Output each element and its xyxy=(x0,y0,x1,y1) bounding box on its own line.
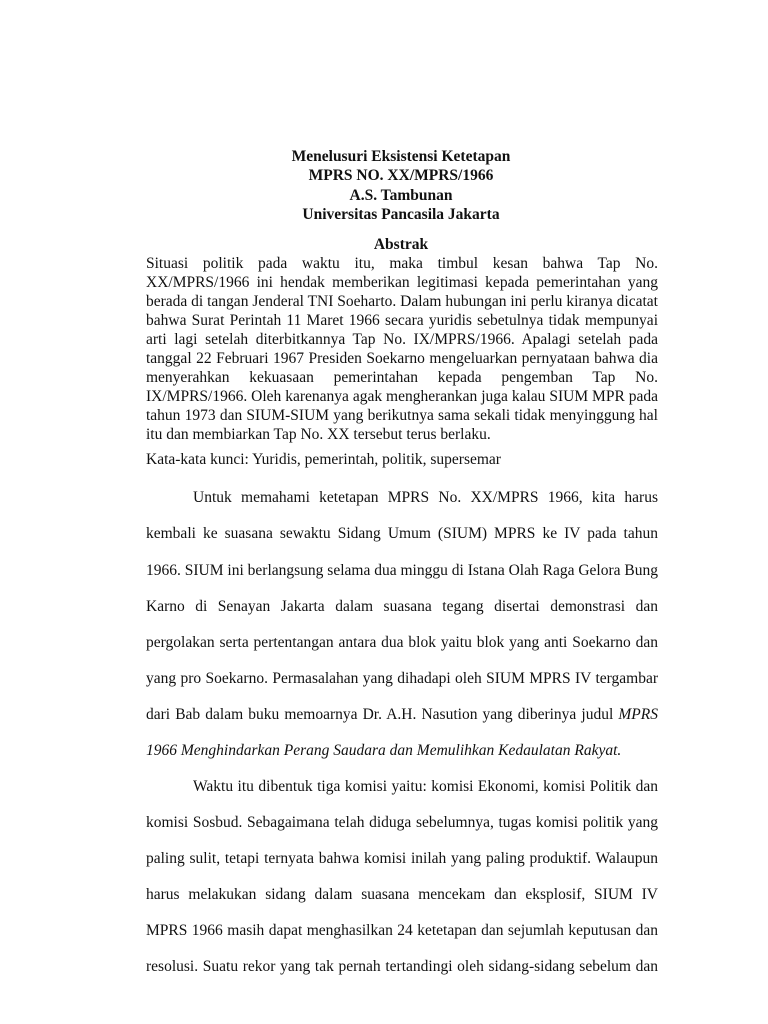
paragraph-line: paling sulit, tetapi ternyata bahwa komisi inilah yang paling produktif. Walaupun xyxy=(146,850,658,867)
paragraph-line: 1966. SIUM ini berlangsung selama dua minggu di Istana Olah Raga Gelora Bung xyxy=(146,562,658,579)
title-line: MPRS NO. XX/MPRS/1966 xyxy=(308,167,494,185)
abstract-line: berada di tangan Jenderal TNI Soeharto. Dalam hubungan ini perlu kiranya dicatat xyxy=(146,293,658,310)
paragraph-line: resolusi. Suatu rekor yang tak pernah tertandingi oleh sidang-sidang sebelum dan xyxy=(146,958,658,975)
abstract-line: menyerahkan kekuasaan pemerintahan kepada pengemban Tap No. xyxy=(146,369,658,386)
abstract-line: IX/MPRS/1966. Oleh karenanya agak mengherankan juga kalau SIUM MPR pada xyxy=(146,388,658,405)
author-line: A.S. Tambunan xyxy=(349,186,453,204)
document-title xyxy=(0,147,768,225)
paragraph-line: Waktu itu dibentuk tiga komisi yaitu: komisi Ekonomi, komisi Politik dan xyxy=(193,778,658,795)
paragraph-line: yang pro Soekarno. Permasalahan yang dihadapi oleh SIUM MPRS IV tergambar xyxy=(146,670,658,687)
paragraph-line: MPRS 1966 masih dapat menghasilkan 24 ketetapan dan sejumlah keputusan dan xyxy=(146,922,658,939)
abstract-line: arti lagi setelah diterbitkannya Tap No. IX/MPRS/1966. Apalagi setelah pada xyxy=(146,331,658,348)
keywords: Kata-kata kunci: Yuridis, pemerintah, politik, supersemar xyxy=(146,451,501,468)
paragraph-line: kembali ke suasana sewaktu Sidang Umum (SIUM) MPRS ke IV pada tahun xyxy=(146,525,658,542)
paragraph-line xyxy=(146,705,658,724)
abstract-line: tanggal 22 Februari 1967 Presiden Soekarno mengeluarkan pernyataan bahwa dia xyxy=(146,350,658,367)
abstract-line: XX/MPRS/1966 ini hendak memberikan legitimasi kepada pemerintahan yang xyxy=(146,274,658,291)
abstract-line: tahun 1973 dan SIUM-SIUM yang berikutnya sama sekali tidak menyinggung hal xyxy=(146,407,658,424)
abstract-line: Situasi politik pada waktu itu, maka timbul kesan bahwa Tap No. xyxy=(146,255,658,272)
paragraph-line: Karno di Senayan Jakarta dalam suasana tegang disertai demonstrasi dan xyxy=(146,598,658,615)
paragraph-line: pergolakan serta pertentangan antara dua blok yaitu blok yang anti Soekarno dan xyxy=(146,634,658,651)
book-title-italic: MPRS xyxy=(618,706,658,723)
paragraph-text: dari Bab dalam buku memoarnya Dr. A.H. Nasution yang diberinya judul xyxy=(146,706,614,723)
affiliation-line: Universitas Pancasila Jakarta xyxy=(302,206,500,224)
paragraph-line: Untuk memahami ketetapan MPRS No. XX/MPRS 1966, kita harus xyxy=(193,489,658,506)
book-title-italic-line: 1966 Menghindarkan Perang Saudara dan Memulihkan Kedaulatan Rakyat. xyxy=(146,742,622,759)
title-line: Menelusuri Eksistensi Ketetapan xyxy=(291,148,511,165)
paragraph-line: komisi Sosbud. Sebagaimana telah diduga sebelumnya, tugas komisi politik yang xyxy=(146,814,658,831)
abstract-line: bahwa Surat Perintah 11 Maret 1966 secara yuridis sebetulnya tidak mempunyai xyxy=(146,312,658,329)
abstract-heading: Abstrak xyxy=(373,236,429,253)
abstract-line: itu dan membiarkan Tap No. XX tersebut terus berlaku. xyxy=(146,426,491,443)
paragraph-line: harus melakukan sidang dalam suasana mencekam dan eksplosif, SIUM IV xyxy=(146,886,658,903)
